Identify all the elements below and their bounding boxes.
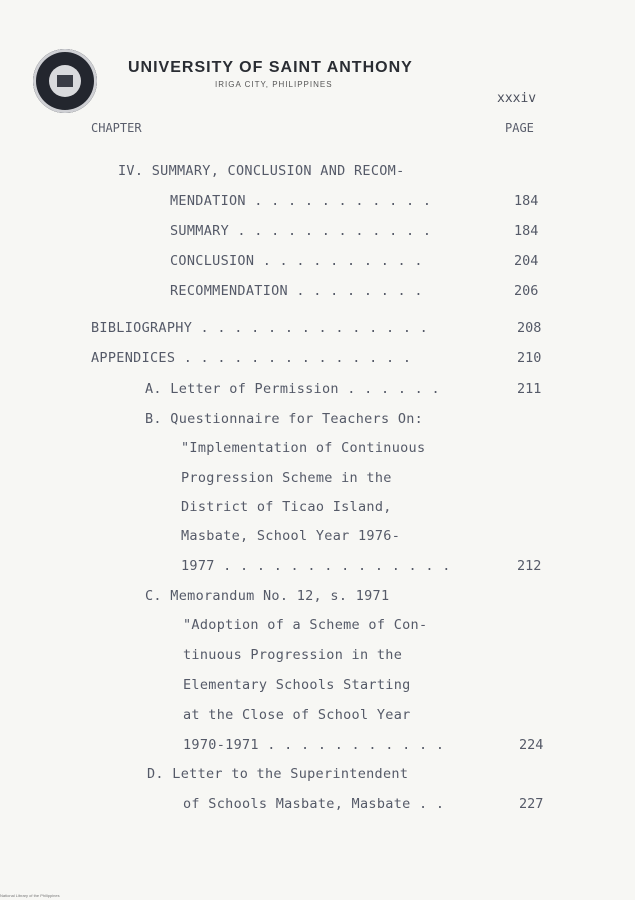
toc-entry-appendix-b-line4: District of Ticao Island, <box>181 499 392 515</box>
toc-page-mendation: 184 <box>514 193 539 209</box>
university-seal-icon <box>33 49 97 113</box>
toc-page-recommendation: 206 <box>514 283 539 299</box>
toc-page-appendix-a: 211 <box>517 381 542 397</box>
toc-page-summary: 184 <box>514 223 539 239</box>
toc-entry-appendix-b-line3: Progression Scheme in the <box>181 470 392 486</box>
toc-entry-appendix-c: C. Memorandum No. 12, s. 1971 <box>145 588 390 604</box>
toc-entry-conclusion: CONCLUSION . . . . . . . . . . <box>170 253 423 269</box>
column-header-chapter: CHAPTER <box>91 121 142 135</box>
toc-entry-appendix-a: A. Letter of Permission . . . . . . <box>145 381 440 397</box>
toc-entry-appendix-b-line6: 1977 . . . . . . . . . . . . . . <box>181 558 451 574</box>
toc-entry-appendices: APPENDICES . . . . . . . . . . . . . . <box>91 350 412 366</box>
toc-entry-recommendation: RECOMMENDATION . . . . . . . . <box>170 283 423 299</box>
toc-entry-appendix-b: B. Questionnaire for Teachers On: <box>145 411 424 427</box>
toc-entry-chapter-iv: IV. SUMMARY, CONCLUSION AND RECOM- <box>118 163 405 179</box>
toc-entry-appendix-c-line2: "Adoption of a Scheme of Con- <box>183 617 428 633</box>
toc-page-appendix-d: 227 <box>519 796 544 812</box>
column-header-page: PAGE <box>505 121 534 135</box>
toc-entry-appendix-c-line4: Elementary Schools Starting <box>183 677 411 693</box>
university-name: UNIVERSITY OF SAINT ANTHONY <box>128 59 413 76</box>
toc-page-appendices: 210 <box>517 350 542 366</box>
university-city: IRIGA CITY, PHILIPPINES <box>215 80 333 89</box>
toc-entry-appendix-b-line5: Masbate, School Year 1976- <box>181 528 401 544</box>
toc-page-bibliography: 208 <box>517 320 542 336</box>
toc-entry-appendix-c-line5: at the Close of School Year <box>183 707 411 723</box>
toc-entry-appendix-b-line2: "Implementation of Continuous <box>181 440 426 456</box>
toc-entry-appendix-c-line6: 1970-1971 . . . . . . . . . . . <box>183 737 445 753</box>
roman-page-number: xxxiv <box>497 91 537 106</box>
toc-entry-appendix-d-line2: of Schools Masbate, Masbate . . <box>183 796 445 812</box>
toc-entry-summary: SUMMARY . . . . . . . . . . . . <box>170 223 432 239</box>
toc-entry-bibliography: BIBLIOGRAPHY . . . . . . . . . . . . . . <box>91 320 429 336</box>
toc-entry-mendation: MENDATION . . . . . . . . . . . <box>170 193 432 209</box>
toc-entry-appendix-d: D. Letter to the Superintendent <box>147 766 409 782</box>
toc-page-conclusion: 204 <box>514 253 539 269</box>
archive-footer: National Library of the Philippines <box>0 893 60 898</box>
toc-entry-appendix-c-line3: tinuous Progression in the <box>183 647 403 663</box>
toc-page-appendix-b: 212 <box>517 558 542 574</box>
toc-page-appendix-c: 224 <box>519 737 544 753</box>
